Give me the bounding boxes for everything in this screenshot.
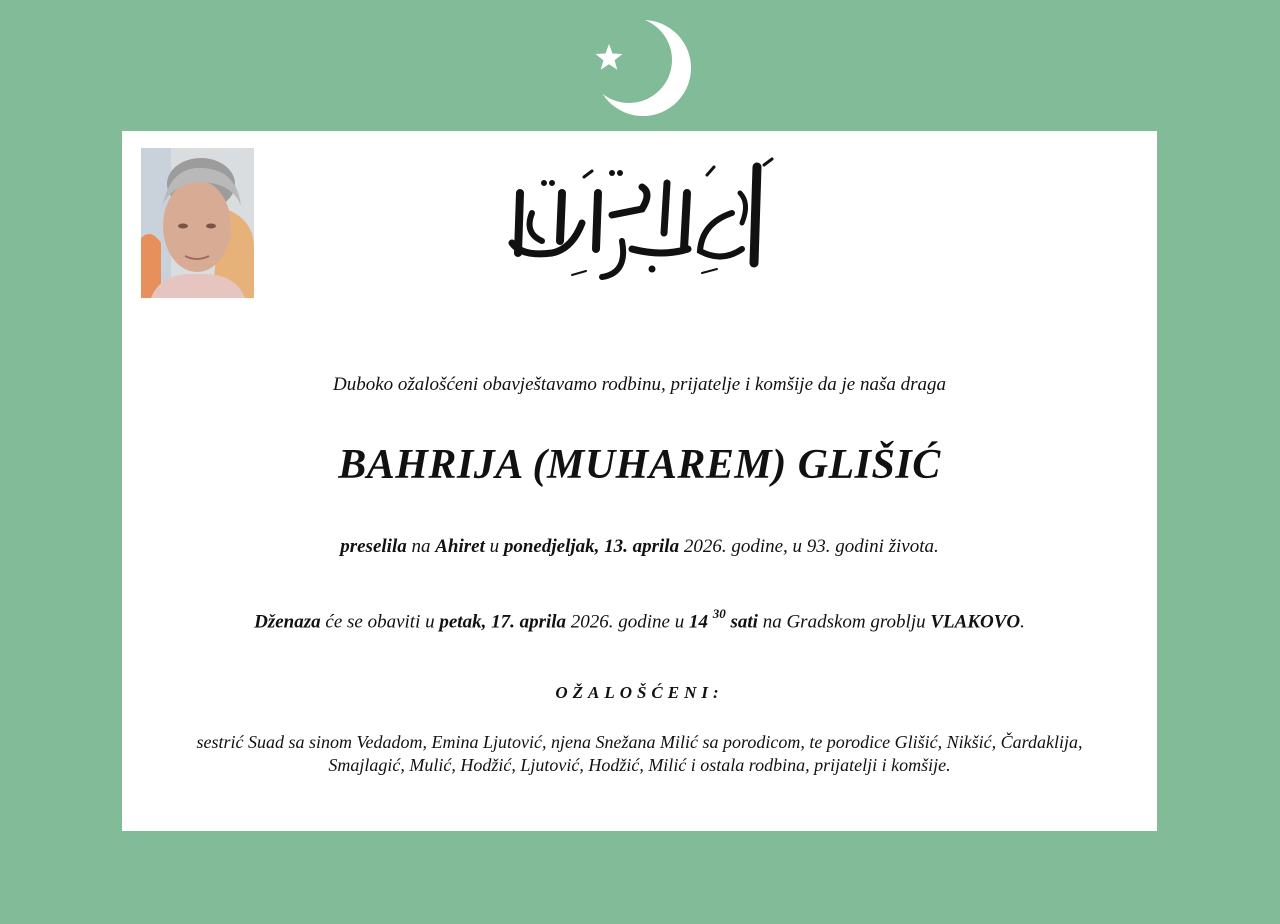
mourners-line-1: sestrić Suad sa sinom Vedadom, Emina Ljutović, njena Snežana Milić sa porodicom, te porodice Glišić, Nikšić, Čardaklija, — [196, 732, 1083, 752]
obituary-card — [122, 131, 1157, 831]
deceased-name: BAHRIJA (MUHAREM) GLIŠIĆ — [338, 442, 941, 488]
mourners-line-2: Smajlagić, Mulić, Hodžić, Ljutović, Hodžić, Milić i ostala rodbina, prijatelji i komšije. — [328, 755, 951, 775]
intro-text: Duboko ožalošćeni obavještavamo rodbinu, prijatelje i komšije da je naša draga — [332, 374, 947, 395]
mourners-list — [122, 731, 1157, 777]
mourners-heading: OŽALOŠĆENI: — [555, 683, 724, 702]
funeral-notice: Dženaza će se obaviti u petak, 17. aprila 2026. godine u 14 $^{30}$ sati na Gradskom groblju VLAKOVO. — [254, 606, 1025, 633]
deceased-photo — [141, 148, 254, 298]
arabic-calligraphy — [502, 153, 782, 293]
star-and-crescent-icon — [585, 14, 697, 122]
passing-notice: preselila na Ahiret u ponedjeljak, 13. aprila 2026. godine, u 93. godini života. — [340, 536, 939, 557]
